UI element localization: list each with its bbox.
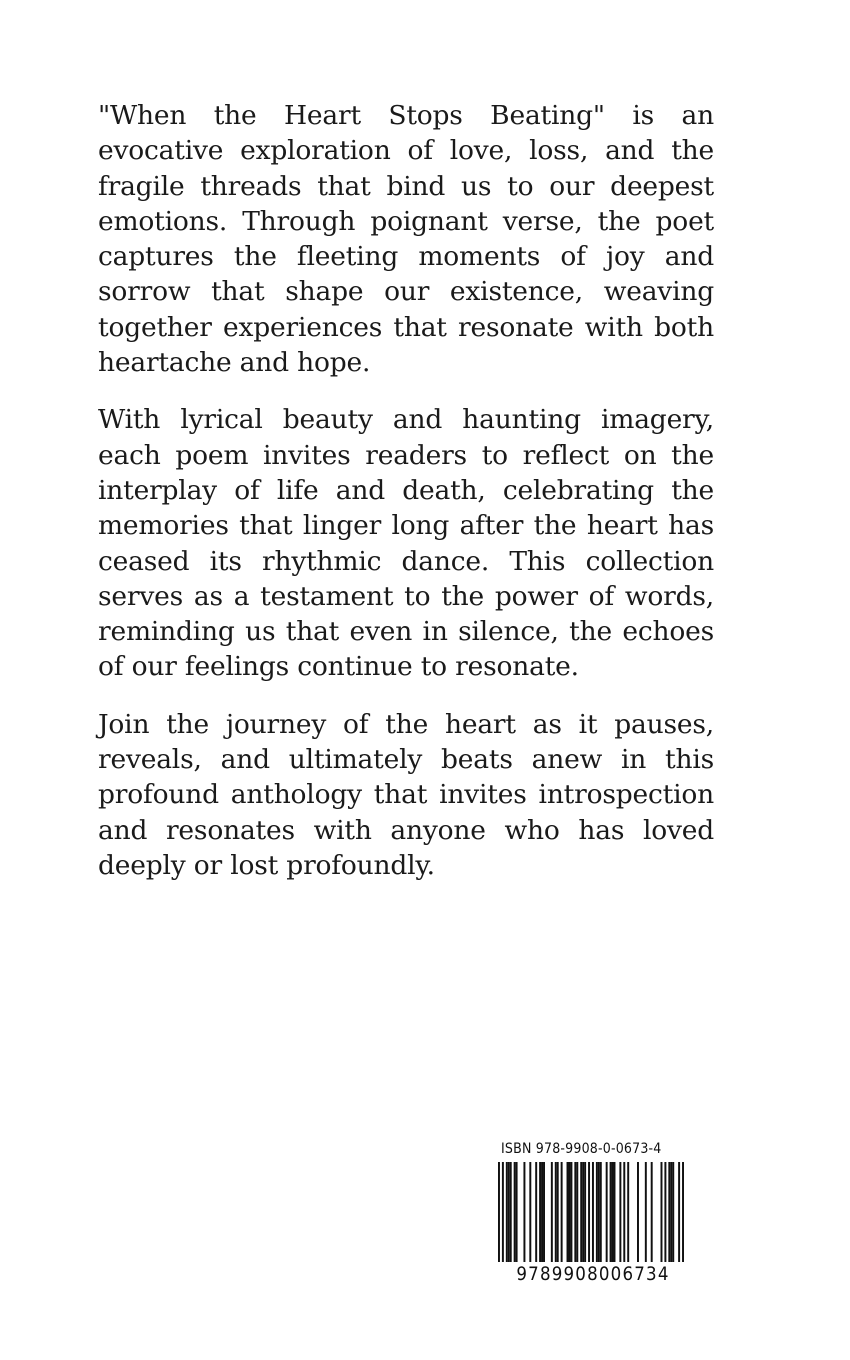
barcode-bar <box>592 1162 594 1262</box>
barcode-bar <box>612 1162 614 1262</box>
barcode-bar <box>516 1162 518 1262</box>
blurb-paragraph-1: "When the Heart Stops Beating" is an evocative exploration of love, loss, and the fragile threads that bind us to our deepest emotions. Through poignant verse, the poet captures the fleeting moments of joy and sorrow that shape our existence, weaving together experiences that resonate with both heartache and hope. <box>98 100 714 379</box>
barcode-bar <box>582 1162 584 1262</box>
barcode-bar <box>664 1162 666 1262</box>
barcode-bar <box>514 1162 516 1262</box>
barcode-bar <box>606 1162 608 1262</box>
barcode-bar <box>498 1162 500 1262</box>
barcode-bar <box>670 1162 672 1262</box>
barcode-bar <box>627 1162 629 1262</box>
barcode-bar <box>672 1162 674 1262</box>
barcode-bar <box>508 1162 510 1262</box>
barcode-bar <box>510 1162 512 1262</box>
blurb-paragraph-3: Join the journey of the heart as it pauses, reveals, and ultimately beats anew in this profound anthology that invites introspection and resonates with anyone who has loved deeply or lost profoundly. <box>98 708 714 881</box>
barcode-bar <box>610 1162 612 1262</box>
isbn-label: ISBN 978-9908-0-0673-4 <box>501 1141 662 1157</box>
barcode-bar <box>637 1162 639 1262</box>
barcode-bar <box>596 1162 598 1262</box>
barcode-bar <box>551 1162 553 1262</box>
barcode-bar <box>619 1162 621 1262</box>
barcode-bar <box>567 1162 569 1262</box>
isbn-barcode-block <box>498 1140 688 1286</box>
barcode-bar <box>535 1162 537 1262</box>
barcode-bar <box>598 1162 600 1262</box>
barcode-icon <box>498 1162 684 1262</box>
barcode-bar <box>623 1162 625 1262</box>
blurb-paragraph-2: With lyrical beauty and haunting imagery, each poem invites readers to reflect on the interplay of life and death, celebrating the memories that linger long after the heart has ceased its rhythmic dance. This collection serves as a testament to the power of words, reminding us that even in silence, the echoes of our feelings continue to resonate. <box>98 404 714 683</box>
barcode-bar <box>543 1162 545 1262</box>
barcode-bar <box>614 1162 616 1262</box>
barcode-bar <box>600 1162 602 1262</box>
barcode-bar <box>529 1162 531 1262</box>
barcode-bar <box>668 1162 670 1262</box>
barcode-bar <box>561 1162 563 1262</box>
barcode-bar <box>555 1162 557 1262</box>
barcode-bar <box>557 1162 559 1262</box>
barcode-bar <box>651 1162 653 1262</box>
barcode-bar <box>661 1162 663 1262</box>
barcode-bar <box>574 1162 576 1262</box>
barcode-bar <box>645 1162 647 1262</box>
barcode-bar <box>678 1162 680 1262</box>
barcode-bar <box>588 1162 590 1262</box>
barcode-number: 9789908006734 <box>516 1264 670 1285</box>
barcode-bar <box>576 1162 578 1262</box>
barcode-bar <box>584 1162 586 1262</box>
barcode-bar <box>568 1162 570 1262</box>
barcode-bar <box>580 1162 582 1262</box>
barcode-bar <box>682 1162 684 1262</box>
barcode-bar <box>570 1162 572 1262</box>
barcode-bar <box>523 1162 525 1262</box>
blurb-text <box>98 98 714 905</box>
barcode-bar <box>506 1162 508 1262</box>
barcode-bar <box>539 1162 541 1262</box>
barcode-bar <box>541 1162 543 1262</box>
barcode-bar <box>502 1162 504 1262</box>
